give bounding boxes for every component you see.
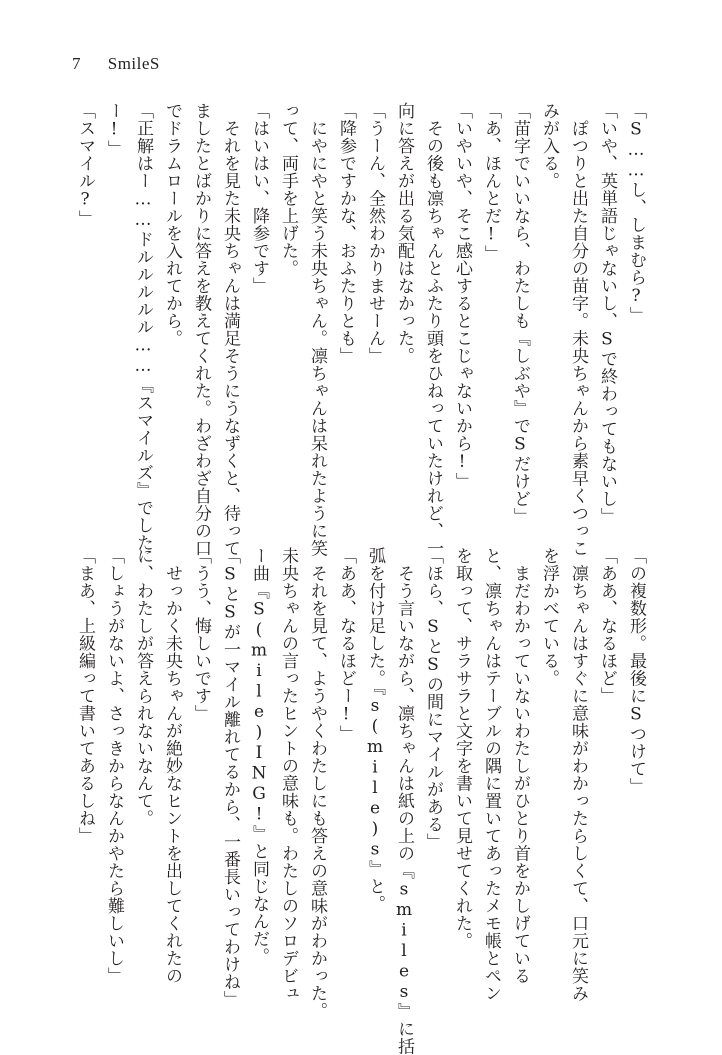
text-column: その後も凛ちゃんとふたり頭をひねっていたけれど、一 (423, 102, 443, 557)
text-column: そう言いながら、凛ちゃんは紙の上の『smiles』に括 (394, 547, 414, 1055)
text-column: でドラムロールを入れてから。 (162, 102, 182, 347)
text-column: 向に答えが出る気配はなかった。 (394, 102, 414, 365)
text-column: にやにやと笑う未央ちゃん。凛ちゃんは呆れたように笑 (307, 102, 327, 557)
page-number: 7 (72, 54, 81, 73)
text-column: 「あ、ほんとだ!」 (481, 102, 501, 263)
text-column: 「いやいや、そこ感心するとこじゃないから!」 (452, 102, 472, 490)
text-column: を浮かべている。 (539, 547, 559, 687)
text-column: それを見た未央ちゃんは満足そうにうなずくと、待って (220, 102, 240, 557)
text-column: 「SとSが一マイル離れてるから、一番長いってわけね」 (220, 547, 240, 1008)
text-column: 「うう、悔しいです」 (191, 547, 211, 722)
text-column: 「ほら、SとSの間にマイルがある」 (423, 547, 443, 851)
text-column: せっかく未央ちゃんが絶妙なヒントを出してくれたの (162, 547, 182, 985)
text-column: 「ああ、なるほどー!」 (336, 547, 356, 743)
page-header (72, 54, 160, 74)
text-column: 「の複数形。最後にSつけて」 (626, 547, 646, 795)
text-column: に、わたしが答えられないなんて。 (133, 547, 153, 827)
text-column: 「S……し、しまむら?」 (626, 102, 646, 324)
text-column: 「スマイル?」 (75, 102, 95, 228)
text-column: みが入る。 (539, 102, 559, 190)
text-column: 凛ちゃんはすぐに意味がわかったらしくて、口元に笑み (568, 547, 588, 1002)
text-column: ましたとばかりに答えを教えてくれた。わざわざ自分の口 (191, 102, 211, 557)
text-column: 「ああ、なるほど」 (597, 547, 617, 705)
text-column: 「苗字でいいなら、わたしも『しぶや』でSだけど」 (510, 102, 530, 525)
text-column: と、凛ちゃんはテーブルの隅に置いてあったメモ帳とペン (481, 547, 501, 1002)
text-column: 「降参ですかな、おふたりとも」 (336, 102, 356, 365)
bottom-text-block (70, 547, 650, 1055)
text-column: それを見て、ようやくわたしにも答えの意味がわかった。 (307, 547, 327, 1020)
text-column: ー!」 (104, 102, 124, 158)
text-column: ぽつりと出た自分の苗字。未央ちゃんから素早くつっこ (568, 102, 588, 557)
text-column: 弧を付け足した。『s(mile)s』と。 (365, 547, 385, 913)
text-column: 「いや、英単語じゃないし、Sで終わってもないし」 (597, 102, 617, 525)
text-column: 「しょうがないよ、さっきからなんかやたら難しいし」 (104, 547, 124, 985)
text-column: 「正解はー……ドルルルルル……『スマイルズ』でした (133, 102, 153, 552)
text-column: って、両手を上げた。 (278, 102, 298, 277)
text-column: 「うーん、全然わかりませーん」 (365, 102, 385, 365)
text-column: 未央ちゃんの言ったヒントの意味も。わたしのソロデビュ (278, 547, 298, 1002)
text-column: 「はいはい、降参です」 (249, 102, 269, 295)
chapter-title: SmileS (107, 54, 160, 73)
text-column: まだわかっていないわたしがひとり首をかしげている (510, 547, 530, 985)
text-column: ー曲『S(mile)ING!』と同じなんだ。 (249, 547, 269, 965)
text-column: を取って、サラサラと文字を書いて見せてくれた。 (452, 547, 472, 950)
text-column: 「まあ、上級編って書いてあるしね」 (75, 547, 95, 845)
top-text-block (70, 102, 650, 557)
